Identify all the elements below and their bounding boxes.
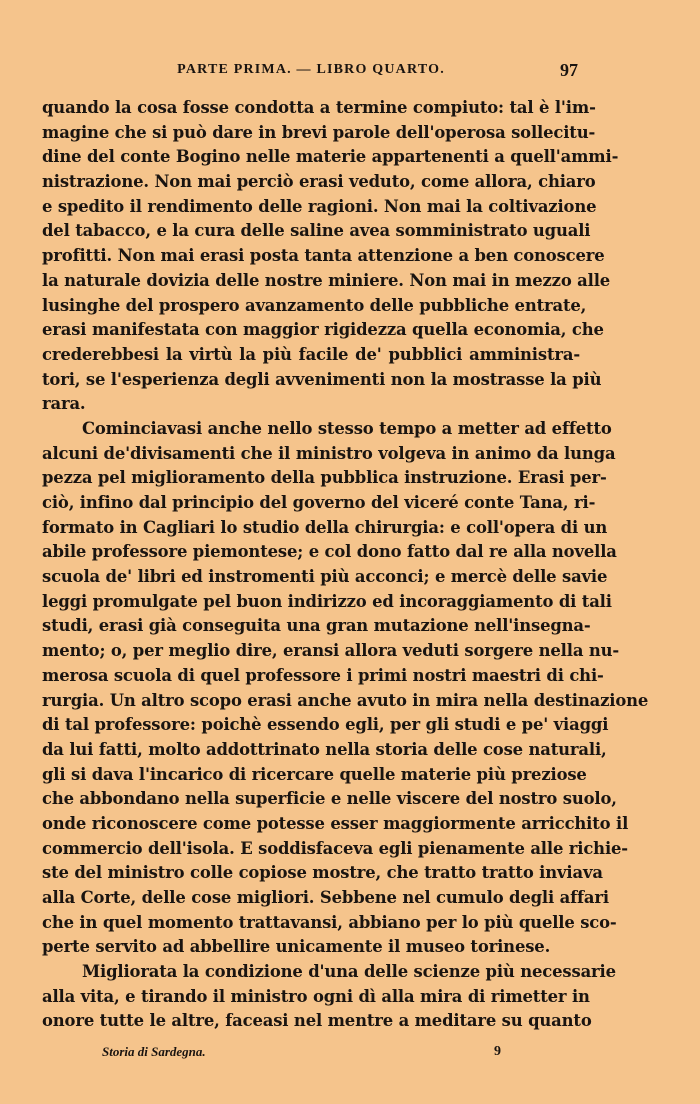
text-line: pezza pel miglioramento della pubblica instruzione. Erasi per-	[42, 468, 607, 488]
text-line: erasi manifestata con maggior rigidezza quella economia, che	[42, 320, 604, 340]
page-header	[42, 62, 580, 86]
text-line: studi, erasi già conseguita una gran mutazione nell'insegna-	[42, 616, 591, 636]
text-line: tori, se l'esperienza degli avvenimenti non la mostrasse la più	[42, 369, 602, 389]
text-line: alla vita, e tirando il ministro ogni dì alla mira di rimetter in	[42, 986, 590, 1006]
text-line: rurgia. Un altro scopo erasi anche avuto in mira nella destinazione	[42, 690, 649, 710]
text-line: merosa scuola di quel professore i primi nostri maestri di chi-	[42, 665, 604, 685]
text-line: di tal professore: poichè essendo egli, per gli studi e pe' viaggi	[42, 715, 609, 735]
text-line: e spedito il rendimento delle ragioni. Non mai la coltivazione	[42, 196, 597, 216]
text-line: Cominciavasi anche nello stesso tempo a metter ad effetto	[82, 418, 612, 438]
text-line: quando la cosa fosse condotta a termine compiuto: tal è l'im-	[42, 98, 596, 117]
page-footer	[102, 1044, 522, 1066]
text-line: perte servito ad abbellire unicamente il museo torinese.	[42, 937, 551, 957]
text-line: ciò, infino dal principio del governo del viceré conte Tana, ri-	[42, 493, 596, 512]
text-line: mento; o, per meglio dire, eransi allora veduti sorgere nella nu-	[42, 641, 620, 661]
text-line: magine che si può dare in brevi parole dell'operosa sollecitu-	[42, 122, 596, 142]
text-line: abile professore piemontese; e col dono fatto dal re alla novella	[42, 542, 617, 562]
text-line: formato in Cagliari lo studio della chirurgia: e coll'opera di un	[42, 517, 608, 537]
text-line: leggi promulgate pel buon indirizzo ed incoraggiamento di tali	[42, 591, 612, 611]
text-line: profitti. Non mai erasi posta tanta attenzione a ben conoscere	[42, 246, 605, 266]
signature-mark: 9	[494, 1044, 501, 1059]
text-line: ste del ministro colle copiose mostre, che tratto tratto inviava	[42, 863, 603, 883]
text-line: crederebbesi la virtù la più facile de' pubblici amministra-	[42, 344, 580, 364]
text-line: che abbondano nella superficie e nelle viscere del nostro suolo,	[42, 789, 617, 809]
text-line: Migliorata la condizione d'una delle scienze più necessarie	[82, 962, 616, 982]
text-line: alla Corte, delle cose migliori. Sebbene nel cumulo degli affari	[42, 888, 609, 907]
footer-title: Storia di Sardegna.	[102, 1044, 206, 1059]
text-line: lusinghe del prospero avanzamento delle pubbliche entrate,	[42, 295, 587, 315]
text-line: che in quel momento trattavansi, abbiano per lo più quelle sco-	[42, 912, 617, 932]
text-line: la naturale dovizia delle nostre miniere. Non mai in mezzo alle	[42, 270, 611, 290]
text-line: onde riconoscere come potesse esser maggiormente arricchito il	[42, 813, 629, 833]
text-line: del tabacco, e la cura delle saline avea somministrato uguali	[42, 221, 591, 241]
page-number: 97	[560, 60, 578, 80]
text-line: nistrazione. Non mai perciò erasi veduto, come allora, chiaro	[42, 172, 596, 192]
running-head: PARTE PRIMA. — LIBRO QUARTO.	[177, 62, 445, 77]
text-line: commercio dell'isola. E soddisfaceva egli pienamente alle richie-	[42, 838, 628, 858]
text-line: dine del conte Bogino nelle materie appartenenti a quell'ammi-	[42, 147, 619, 167]
text-line: gli si dava l'incarico di ricercare quelle materie più preziose	[42, 764, 587, 784]
text-line: alcuni de'divisamenti che il ministro volgeva in animo da lunga	[42, 443, 616, 463]
text-line: rara.	[42, 394, 86, 414]
body-text	[42, 96, 649, 1034]
text-line: onore tutte le altre, faceasi nel mentre a meditare su quanto	[42, 1011, 592, 1031]
text-line: scuola de' libri ed instromenti più acconci; e mercè delle savie	[42, 567, 608, 587]
text-line: da lui fatti, molto addottrinato nella storia delle cose naturali,	[42, 739, 607, 759]
